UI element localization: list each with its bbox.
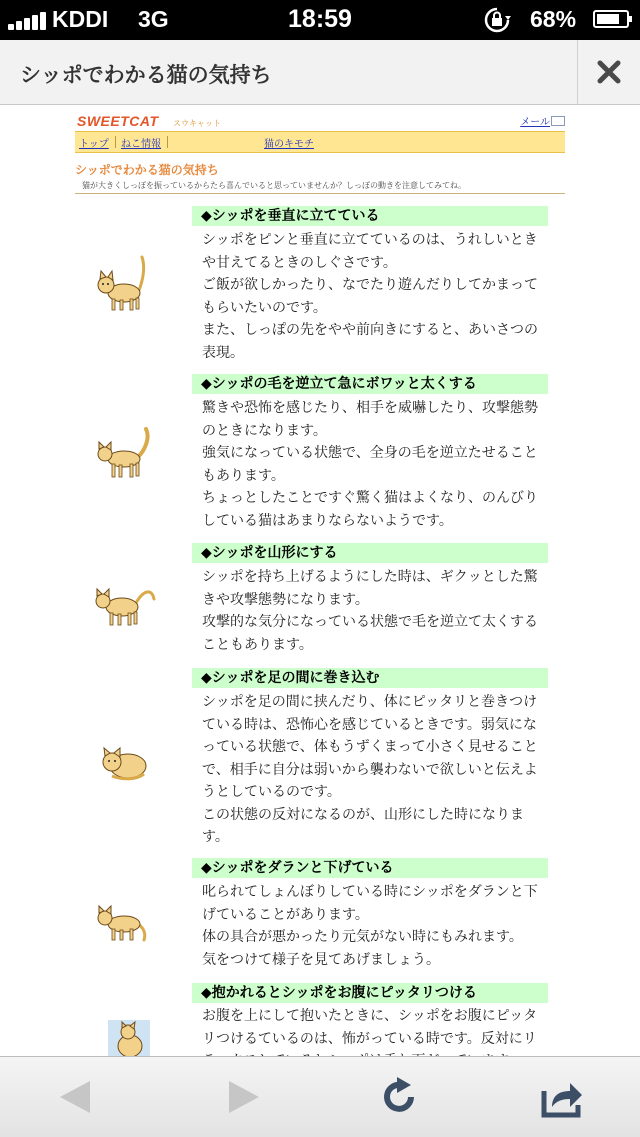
section-body (202, 691, 554, 849)
web-content[interactable] (0, 105, 640, 1055)
section-line: 強気になっている状態で、全身の毛を逆立たせること (202, 445, 538, 461)
site-logo[interactable]: SWEETCAT (77, 113, 159, 129)
network-type: 3G (138, 6, 169, 32)
section-line: また、しっぽの先をやや前向きにすると、あいさつの (202, 322, 538, 338)
nav-link-cat-info[interactable]: ねこ情報 (121, 139, 161, 150)
section-line: で、相手に自分は弱いから襲わないで欲しいと伝えよ (202, 761, 538, 778)
section-body (202, 881, 554, 971)
cat-tail-upright-icon (92, 255, 152, 311)
section-line: 体の具合が悪かったり元気がない時にもみれます。 (202, 929, 523, 945)
section-line: している猫はあまりならないようです。 (202, 512, 453, 529)
section-heading: ◆抱かれるとシッポをお腹にピッタリつける (192, 983, 548, 1003)
browser-toolbar (0, 1056, 640, 1137)
section-line: のときになります。 (202, 422, 327, 439)
section-body (202, 229, 554, 364)
section-heading: ◆シッポを足の間に巻き込む (192, 668, 548, 688)
site-logo-sub: スウキャット (173, 119, 221, 128)
reload-icon[interactable] (377, 1075, 421, 1119)
section-line: っている状態で、体もうずくまって小さく見せること (202, 739, 538, 755)
page-title: シッポでわかる猫の気持ち (20, 63, 272, 87)
status-bar (0, 0, 640, 40)
article-description: 猫が大きくしっぽを振っているからたら喜んでいると思っていませんか？しっぽの動きを注意してみてね。 (82, 181, 466, 190)
rotation-lock-icon (484, 7, 510, 33)
section-body (202, 397, 554, 532)
envelope-icon (551, 116, 565, 126)
battery-icon (593, 10, 629, 28)
forward-arrow-icon[interactable] (221, 1075, 265, 1119)
section-line: シッポを足の間に挟んだり、体にピッタリと巻きつけ (202, 694, 538, 710)
section-line: この状態の反対になるのが、山形にした時になりま (202, 806, 524, 823)
mail-link[interactable] (520, 113, 565, 128)
section-line: こともあります。 (202, 636, 313, 653)
share-icon[interactable] (540, 1075, 584, 1119)
close-icon (597, 60, 621, 84)
section-line: もあります。 (202, 467, 285, 484)
section-line: もらいたいのです。 (202, 299, 327, 316)
close-button[interactable] (578, 40, 640, 104)
section-heading: ◆シッポをダランと下げている (192, 858, 548, 878)
article-heading: シッポでわかる猫の気持ち (75, 163, 219, 177)
section-line: や甘えてるときのしぐさです。 (202, 254, 397, 271)
section-line: げていることがあります。 (202, 906, 369, 923)
carrier-name: KDDI (52, 6, 109, 32)
section-body (202, 566, 554, 656)
cat-tail-drooping-icon (92, 902, 150, 942)
cat-held-icon (108, 1020, 150, 1058)
site-nav (75, 131, 565, 153)
section-line: リつけるているのは、怖がっている時です。反対にリ (202, 1030, 537, 1047)
mail-label: メール (520, 117, 550, 128)
nav-divider (167, 136, 168, 148)
battery-percentage: 68% (530, 6, 577, 32)
section-line: きや攻撃態勢になります。 (202, 591, 369, 608)
section-line: シッポを持ち上げるようにした時は、ギクッとした驚 (202, 569, 538, 585)
section-line: 気をつけて様子を見てあげましょう。 (202, 951, 440, 968)
divider (75, 193, 565, 194)
nav-link-top[interactable]: トップ (79, 139, 109, 150)
section-line: 驚きや恐怖を感じたり、相手を威嚇したり、攻撃態勢 (202, 400, 538, 416)
section-line: お腹を上にして抱いたときに、シッポをお腹にピッタ (202, 1008, 538, 1024)
section-line: シッポをピンと垂直に立てているのは、うれしいとき (202, 232, 538, 248)
section-line: 叱られてしょんぼりしている時にシッポをダランと下 (202, 884, 538, 900)
cat-tail-tucked-icon (98, 742, 150, 782)
section-heading: ◆シッポを山形にする (192, 543, 548, 563)
nav-link-cat-feelings[interactable]: 猫のキモチ (264, 139, 314, 150)
section-heading: ◆シッポを垂直に立てている (192, 206, 548, 226)
section-heading: ◆シッポの毛を逆立て急にボワッと太くする (192, 374, 548, 394)
cat-tail-arched-icon (90, 583, 158, 627)
nav-divider (115, 136, 116, 148)
section-line: 攻撃的な気分になっている状態で毛を逆立て太くする (202, 614, 538, 630)
section-line: ている時は、恐怖心を感じているときです。弱気にな (202, 716, 537, 733)
section-line: す。 (202, 829, 229, 845)
section-line: 表現。 (202, 344, 244, 361)
cat-tail-puffed-icon (92, 427, 154, 479)
section-line: うとしているのです。 (202, 784, 341, 800)
section-line: ご飯が欲しかったり、なでたり遊んだりしてかまって (202, 277, 538, 293)
back-arrow-icon[interactable] (54, 1075, 98, 1119)
status-time: 18:59 (288, 5, 352, 33)
page-title-bar (0, 40, 640, 105)
section-line: ちょっとしたことですぐ驚く猫はよくなり、のんびり (202, 490, 538, 506)
